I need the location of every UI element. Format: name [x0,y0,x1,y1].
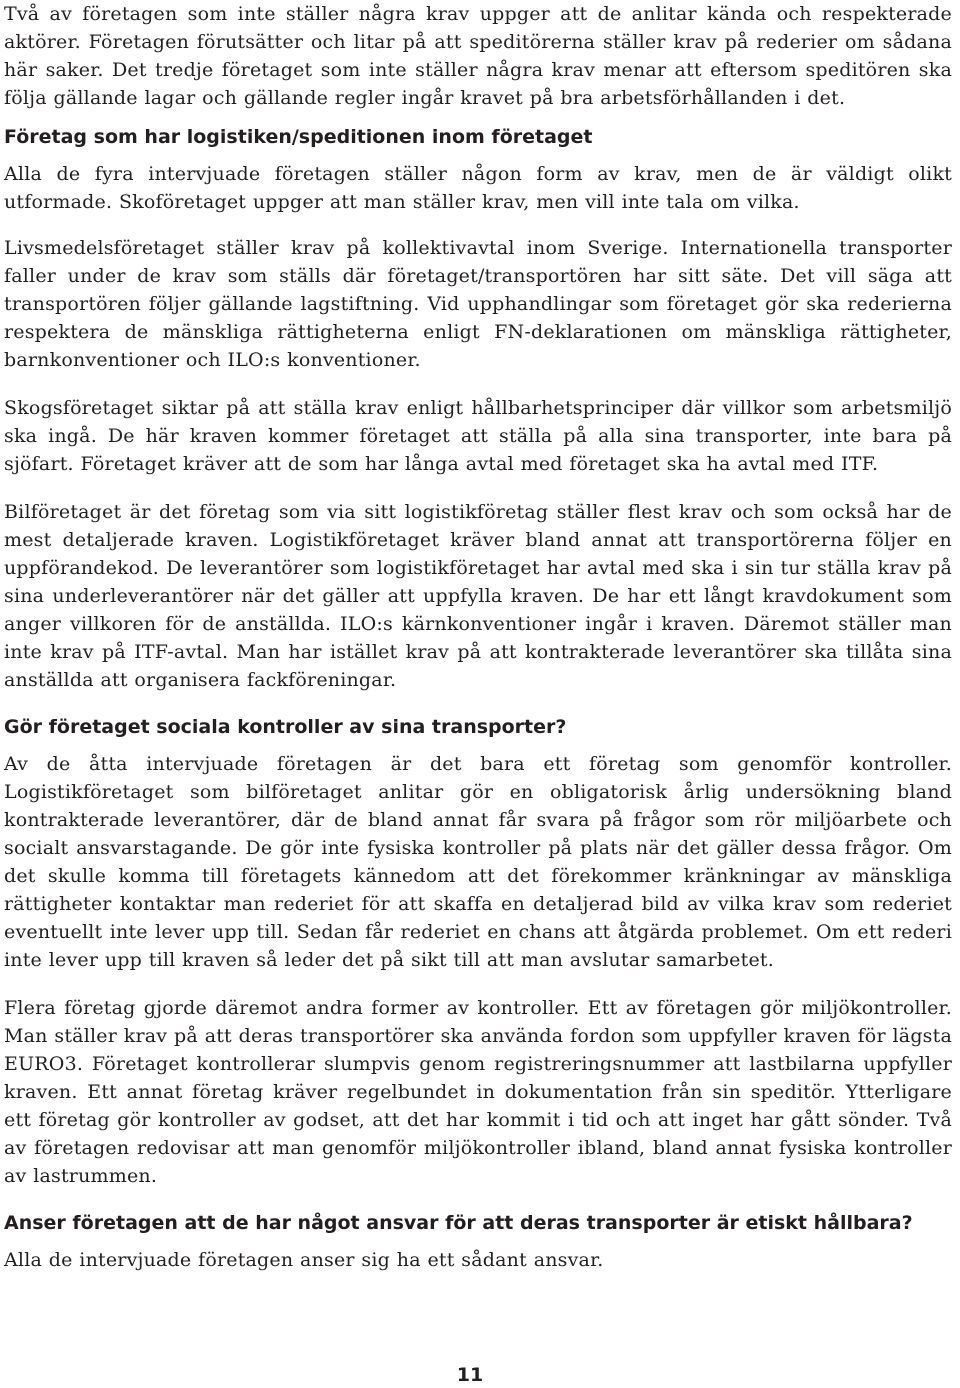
section-heading-responsibility: Anser företagen att de har något ansvar för att deras transporter är etiskt hållbara? [4,1212,913,1234]
intro-paragraph: Två av företagen som inte ställer några krav uppger att de anlitar kända och respekterade aktörer. Företagen förutsätter och litar på att speditörerna ställer krav på rederier om sådana här saker. Det tredje företaget som inte ställer några krav menar att eftersom speditören ska följa gällande lagar och gällande regler ingår kravet på bra arbetsförhållanden i det. [4,3,952,109]
paragraph-controls: Av de åtta intervjuade företagen är det bara ett företag som genomför kontroller. Logistikföretaget som bilföretaget anlitar gör en obligatorisk årlig undersökning bland kontrakterade leverantörer, där de bland annat får svara på frågor som rör miljöarbete och socialt ansvarstagande. De gör inte fysiska kontroller på plats när det gäller dessa frågor. Om det skulle komma till företagets kännedom att det förekommer kränkningar av mänskliga rättigheter kontaktar man rederiet för att skaffa en detaljerad bild av vilka krav som rederiet eventuellt inte lever upp till. Sedan får rederiet en chans att åtgärda problemet. Om ett rederi inte lever upp till kraven så leder det på sikt till att man avslutar samarbetet. [4,753,952,971]
section-heading-logistics: Företag som har logistiken/speditionen inom företaget [4,126,593,148]
paragraph-other-controls: Flera företag gjorde däremot andra former av kontroller. Ett av företagen gör miljökontroller. Man ställer krav på att deras transportörer ska använda fordon som uppfyller kraven för lägsta EURO3. Företaget kontrollerar slumpvis genom registreringsnummer att lastbilarna uppfyller kraven. Ett annat företag kräver regelbundet in dokumentation från sin speditör. Ytterligare ett företag gör kontroller av godset, att det har kommit i tid och att inget har gått sönder. Två av företagen redovisar att man genomför miljökontroller ibland, bland annat fysiska kontroller av lastrummen. [4,997,952,1187]
paragraph-forest-company: Skogsföretaget siktar på att ställa krav enligt hållbarhetsprinciper där villkor som arbetsmiljö ska ingå. De här kraven kommer företaget att ställa på alla sina transporter, inte bara på sjöfart. Företaget kräver att de som har långa avtal med företaget ska ha avtal med ITF. [4,397,952,475]
section-heading-social-controls: Gör företaget sociala kontroller av sina transporter? [4,716,567,738]
paragraph-responsibility: Alla de intervjuade företagen anser sig ha ett sådant ansvar. [4,1249,604,1271]
paragraph-food-company: Livsmedelsföretaget ställer krav på kollektivavtal inom Sverige. Internationella transporter faller under de krav som ställs där företaget/transportören har sitt säte. Det vill säga att transportören följer gällande lagstiftning. Vid upphandlingar som företaget gör ska rederierna respektera de mänskliga rättigheterna enligt FN-deklarationen om mänskliga rättigheter, barnkonventioner och ILO:s konventioner. [4,237,952,371]
paragraph-four-companies: Alla de fyra intervjuade företagen ställer någon form av krav, men de är väldigt olikt utformade. Skoföretaget uppger att man ställer krav, men vill inte tala om vilka. [4,163,952,213]
paragraph-car-company: Bilföretaget är det företag som via sitt logistikföretag ställer flest krav och som också har de mest detaljerade kraven. Logistikföretaget kräver bland annat att transportörerna följer en uppförandekod. De leverantörer som logistikföretaget har avtal med ska i sin tur ställa krav på sina underleverantörer när det gäller att uppfylla kraven. De har ett långt kravdokument som anger villkoren för de anställda. ILO:s kärnkonventioner ingår i kraven. Däremot ställer man inte krav på ITF-avtal. Man har istället krav på att kontrakterade leverantörer ska tillåta sina anställda att organisera fackföreningar. [4,501,952,691]
page-number: 11 [456,1364,484,1386]
document-page [4,0,952,1274]
